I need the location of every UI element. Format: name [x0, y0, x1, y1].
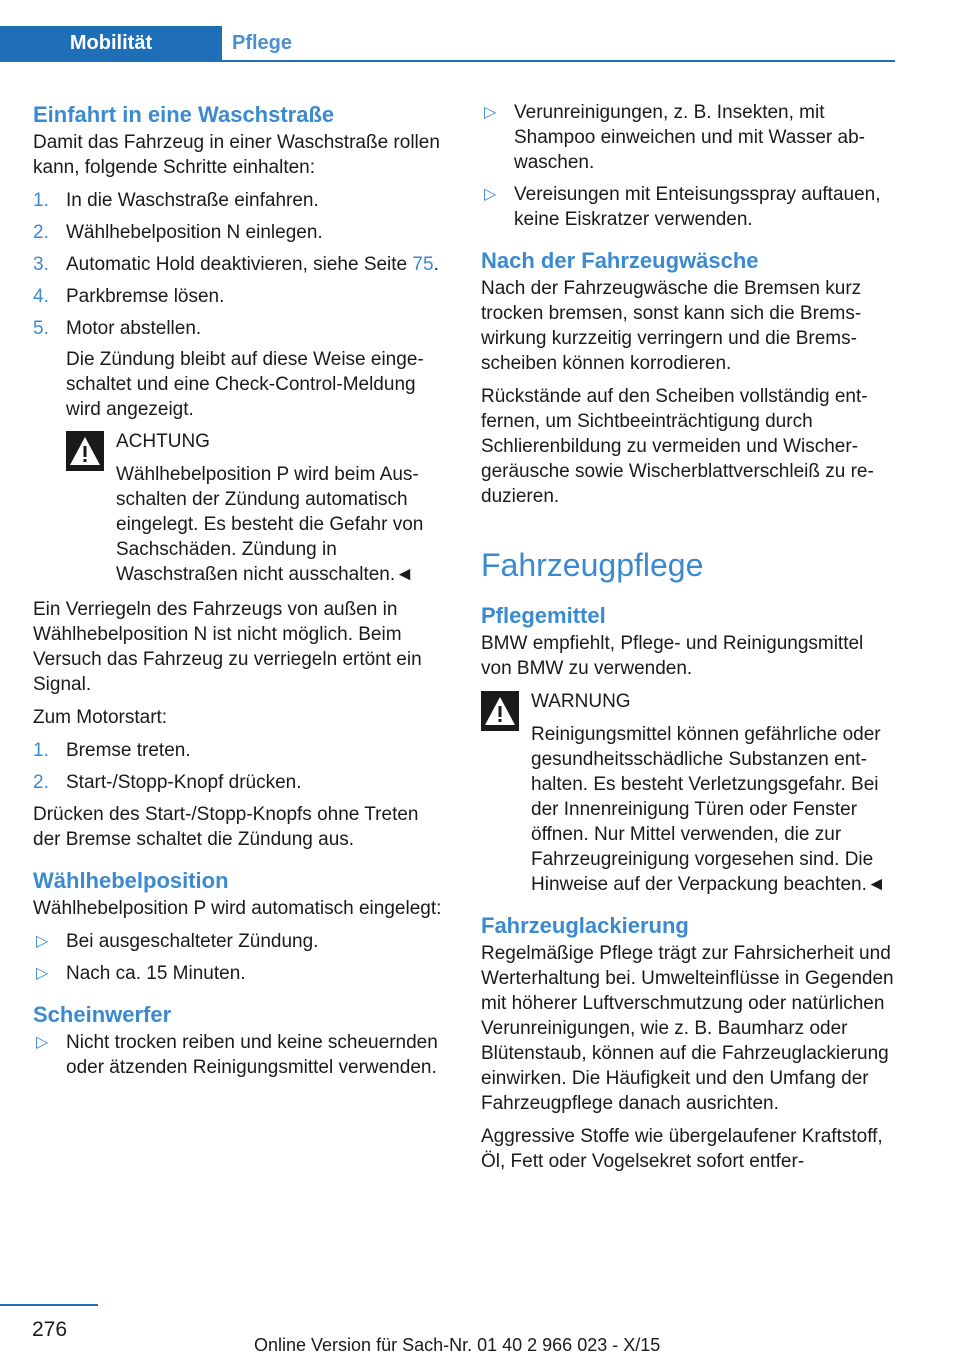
list-item: [33, 1030, 445, 1080]
paragraph: Wählhebelposition P wird automatisch eingelegt:: [33, 898, 442, 919]
list-item: [33, 220, 445, 245]
triangle-right-icon: ▷: [36, 933, 49, 950]
page-number: 276: [32, 1318, 68, 1341]
section-title-nach-waesche: Nach der Fahrzeugwäsche: [481, 248, 759, 273]
step-text: Wählhebelposition N einlegen.: [66, 222, 323, 243]
footer-text: Online Version für Sach-Nr. 01 40 2 966 023 - X/15: [254, 1335, 661, 1355]
tab-mobilitaet[interactable]: Mobilität: [0, 26, 222, 60]
warning-triangle-icon: [66, 431, 104, 471]
warning-text: Reinigungsmittel können gefährliche oder gesundheitsschädliche Substanzen enthalten. Es besteht Verletzungsgefahr. Bei der Innenreinigung Türen oder Fenster öffnen. Nur Mittel verwenden, die zur Fahrzeugreinigung vorgesehen sind. Die Hinweise auf der Verpackung beachten.◄: [531, 724, 886, 895]
paragraph: Aggressive Stoffe wie übergelaufener Kraftstoff, Öl, Fett oder Vogelsekret sofort entfer-: [481, 1126, 883, 1172]
right-column: [481, 100, 895, 1182]
list-item: [33, 961, 445, 986]
list-item: [33, 770, 445, 795]
waehlhebel-bullet-list: [33, 929, 445, 986]
warning-header: [481, 689, 895, 897]
bullet-text: Nach ca. 15 Minuten.: [66, 963, 246, 984]
step-text: Motor abstellen.: [66, 318, 202, 339]
paragraph: Drücken des Start-/Stopp-Knopfs ohne Treten der Bremse schaltet die Zündung aus.: [33, 804, 419, 850]
section-title-waehlhebel: Wählhebelposition: [33, 868, 229, 893]
section-title-pflegemittel: Pflegemittel: [481, 603, 606, 628]
step-text: Bremse treten.: [66, 740, 191, 761]
bullet-text: Vereisungen mit Enteisungsspray auftauen, keine Eiskratzer verwenden.: [514, 184, 881, 230]
step-text: Parkbremse lösen.: [66, 286, 225, 307]
bullet-text: Bei ausgeschalteter Zündung.: [66, 931, 319, 952]
list-item: [33, 188, 445, 213]
list-item: [481, 182, 895, 232]
section-title-scheinwerfer: Scheinwerfer: [33, 1002, 172, 1027]
chapter-title-fahrzeugpflege: Fahrzeugpflege: [481, 547, 704, 583]
warning-title: WARNUNG: [531, 691, 631, 712]
motorstart-steps-list: [33, 738, 445, 795]
page-link[interactable]: 75: [412, 254, 434, 275]
chapter-tabs: [0, 0, 895, 62]
warning-title: ACHTUNG: [116, 431, 210, 452]
step-number: 5.: [33, 318, 49, 339]
warning-header: [66, 429, 445, 587]
paragraph: Ein Verriegeln des Fahrzeugs von außen in Wählhebelposition N ist nicht möglich. Beim Versuch das Fahrzeug zu verriegeln ertönt ein Signal.: [33, 599, 422, 695]
step-text: Start-/Stopp-Knopf drücken.: [66, 772, 302, 793]
paragraph: Rückstände auf den Scheiben vollständig entfernen, um Sichtbeeinträchtigung durch Schlierenbildung zu vermeiden und Wischergeräusche sowie Wischerblattverschleiß zu reduzieren.: [481, 386, 874, 507]
step-number: 3.: [33, 254, 49, 275]
triangle-right-icon: ▷: [484, 104, 497, 121]
triangle-right-icon: ▷: [36, 1034, 49, 1051]
tab-pflege[interactable]: Pflege: [232, 32, 293, 54]
step-number: 2.: [33, 772, 49, 793]
list-item: [33, 252, 445, 277]
list-item: [481, 100, 895, 175]
warnung-box: [481, 689, 895, 897]
warning-triangle-icon: [481, 691, 519, 731]
list-item: [33, 738, 445, 763]
step-text: Automatic Hold deaktivieren, siehe Seite: [66, 254, 413, 275]
section-title-lackierung: Fahrzeuglackierung: [481, 913, 689, 938]
paragraph: Nach der Fahrzeugwäsche die Bremsen kurz trocken bremsen, sonst kann sich die Bremswirkung kurzzeitig verringern und die Bremsscheiben können korrodieren.: [481, 278, 862, 374]
paragraph: Regelmäßige Pflege trägt zur Fahrsicherheit und Werterhaltung bei. Umwelteinflüsse in Gegenden mit höherer Luftverschmutzung oder natürlichen Verunreinigungen, wie z. B. Baumharz oder Blütenstaub, können auf die Fahrzeuglackierung einwirken. Die Häufigkeit und den Umfang der Fahrzeugpflege danach ausrichten.: [481, 943, 894, 1114]
scheinwerfer-bullet-list: [33, 1030, 445, 1080]
triangle-right-icon: ▷: [484, 186, 497, 203]
list-item: [33, 929, 445, 954]
step-number: 4.: [33, 286, 49, 307]
bullet-text: Nicht trocken reiben und keine scheuernden oder ätzenden Reinigungsmittel verwenden.: [66, 1032, 438, 1078]
step-suffix: .: [433, 254, 439, 275]
step-number: 1.: [33, 740, 49, 761]
step-sub-text: Die Zündung bleibt auf diese Weise eingeschaltet und eine Check-Control-Meldung wird angezeigt.: [66, 349, 424, 420]
paragraph: Damit das Fahrzeug in einer Waschstraße rollen kann, folgende Schritte einhalten:: [33, 132, 440, 178]
step-number: 1.: [33, 190, 49, 211]
cleaning-bullet-list: [481, 100, 895, 232]
step-text: In die Waschstraße einfahren.: [66, 190, 319, 211]
page-number-rule: [0, 1304, 98, 1306]
warning-text: Wählhebelposition P wird beim Ausschalten der Zündung automatisch eingelegt. Es besteht die Gefahr von Sachschäden. Zündung in Waschstraßen nicht ausschalten.◄: [116, 464, 424, 585]
achtung-box: [33, 429, 445, 587]
paragraph: Zum Motorstart:: [33, 707, 168, 728]
triangle-right-icon: ▷: [36, 965, 49, 982]
list-item: [33, 284, 445, 309]
list-item: [33, 316, 445, 422]
paragraph: BMW empfiehlt, Pflege- und Reinigungsmittel von BMW zu verwenden.: [481, 633, 864, 679]
step-number: 2.: [33, 222, 49, 243]
wash-steps-list: [33, 188, 445, 422]
left-column: [33, 100, 445, 1087]
bullet-text: Verunreinigungen, z. B. Insekten, mit Shampoo einweichen und mit Wasser abwaschen.: [514, 102, 865, 173]
section-title-waschstrasse: Einfahrt in eine Waschstraße: [33, 102, 335, 127]
tab-divider: [0, 60, 895, 62]
